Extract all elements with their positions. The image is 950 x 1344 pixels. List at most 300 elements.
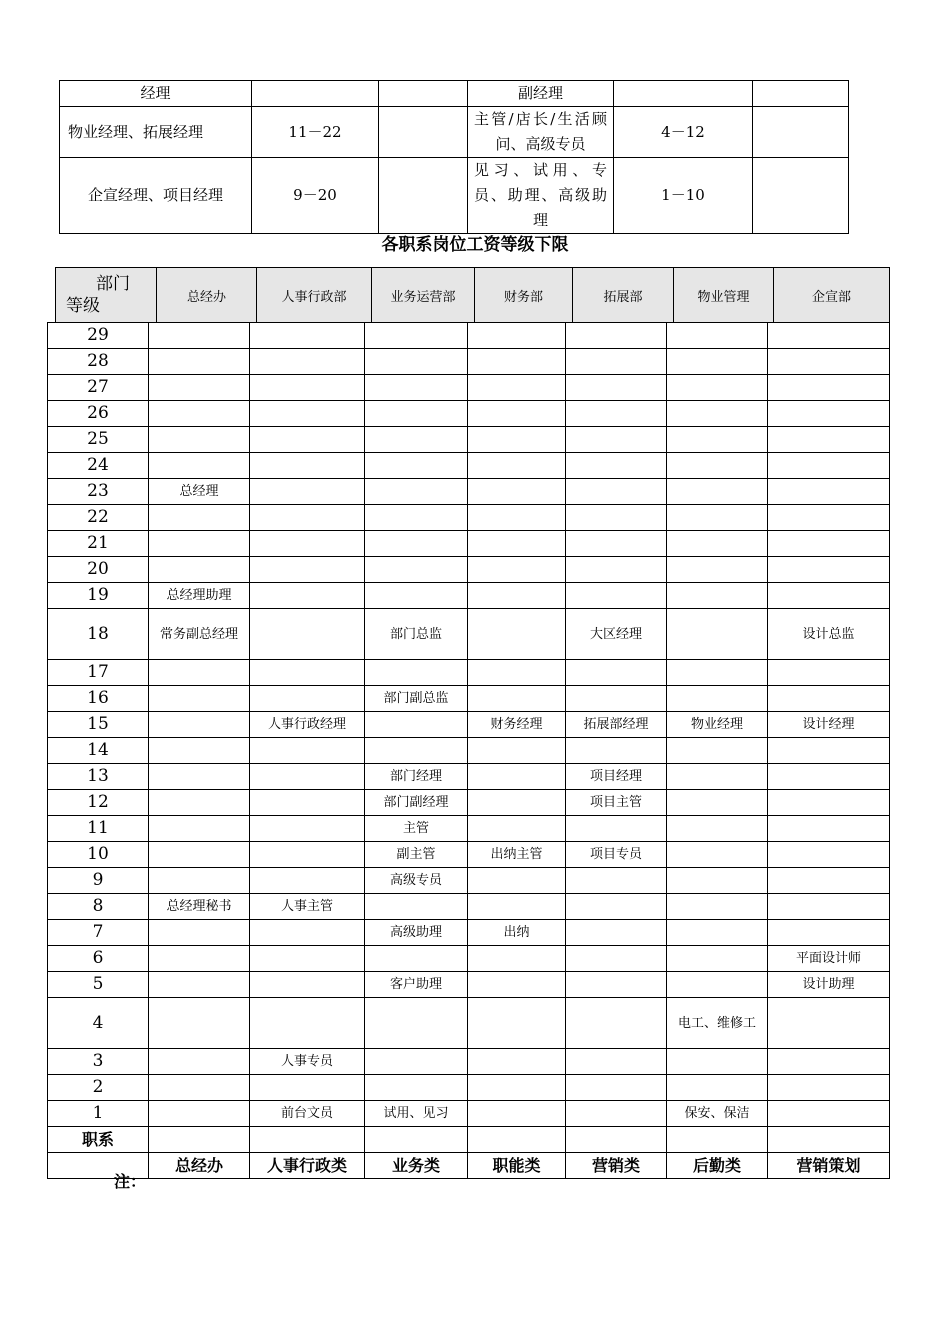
grade-level: 18: [48, 609, 149, 660]
position-cell: [768, 557, 890, 583]
grade-row: [48, 894, 890, 920]
top-cell: 1－10: [614, 158, 753, 234]
position-cell: [566, 323, 667, 349]
grade-row: [48, 583, 890, 609]
position-cell: [149, 738, 250, 764]
department-header: 企宣部: [774, 268, 890, 323]
position-cell: 出纳主管: [468, 842, 566, 868]
position-cell: [768, 505, 890, 531]
empty-cell: [566, 1127, 667, 1153]
position-cell: [149, 427, 250, 453]
position-cell: 人事专员: [250, 1049, 365, 1075]
position-cell: [566, 894, 667, 920]
position-cell: [566, 375, 667, 401]
position-cell: [468, 660, 566, 686]
grade-row: [48, 738, 890, 764]
position-cell: 出纳: [468, 920, 566, 946]
department-header: 物业管理: [674, 268, 774, 323]
position-cell: [667, 505, 768, 531]
position-cell: [468, 868, 566, 894]
position-cell: 部门副总监: [365, 686, 468, 712]
position-cell: 部门经理: [365, 764, 468, 790]
position-cell: [667, 349, 768, 375]
position-cell: [250, 349, 365, 375]
position-cell: [149, 816, 250, 842]
top-cell: 副经理: [468, 81, 614, 107]
position-cell: [149, 349, 250, 375]
position-cell: [250, 609, 365, 660]
position-cell: 部门总监: [365, 609, 468, 660]
position-cell: [250, 531, 365, 557]
grade-row: [48, 1101, 890, 1127]
grade-row: [48, 660, 890, 686]
series-name: 业务类: [365, 1153, 468, 1179]
grade-level: 24: [48, 453, 149, 479]
top-cell: [379, 158, 468, 234]
grade-row: [48, 505, 890, 531]
top-cell: [753, 81, 849, 107]
header-corner: [56, 268, 157, 323]
position-cell: [149, 998, 250, 1049]
position-cell: [250, 453, 365, 479]
position-cell: 人事主管: [250, 894, 365, 920]
series-name: 职能类: [468, 1153, 566, 1179]
grade-row: [48, 920, 890, 946]
position-cell: [468, 686, 566, 712]
position-cell: 部门副经理: [365, 790, 468, 816]
position-cell: [667, 375, 768, 401]
grade-range-table: [59, 80, 849, 234]
position-cell: [667, 401, 768, 427]
position-cell: [768, 660, 890, 686]
position-cell: [365, 323, 468, 349]
grade-level: 3: [48, 1049, 149, 1075]
grade-level: 5: [48, 972, 149, 998]
position-cell: [768, 790, 890, 816]
position-cell: [468, 349, 566, 375]
grade-level: 21: [48, 531, 149, 557]
position-cell: [250, 557, 365, 583]
series-row: [48, 1153, 890, 1179]
grade-level: 10: [48, 842, 149, 868]
department-header-table: [55, 267, 890, 323]
grade-level: 6: [48, 946, 149, 972]
position-cell: [149, 660, 250, 686]
position-cell: [667, 609, 768, 660]
position-cell: [566, 868, 667, 894]
grade-row: [48, 609, 890, 660]
position-cell: [566, 738, 667, 764]
position-cell: [566, 920, 667, 946]
position-cell: [149, 972, 250, 998]
position-cell: 设计助理: [768, 972, 890, 998]
position-cell: [365, 583, 468, 609]
position-cell: [250, 842, 365, 868]
position-cell: [667, 660, 768, 686]
position-cell: [768, 427, 890, 453]
top-cell: 9－20: [252, 158, 379, 234]
grade-level: 25: [48, 427, 149, 453]
position-cell: 项目主管: [566, 790, 667, 816]
department-header: 人事行政部: [257, 268, 372, 323]
empty-cell: [250, 1127, 365, 1153]
position-cell: [365, 401, 468, 427]
position-cell: [566, 557, 667, 583]
position-cell: [566, 816, 667, 842]
series-label: 职系: [48, 1127, 149, 1153]
grade-level: 7: [48, 920, 149, 946]
position-cell: 客户助理: [365, 972, 468, 998]
position-cell: [768, 1049, 890, 1075]
grade-level: 28: [48, 349, 149, 375]
top-cell: 4－12: [614, 107, 753, 158]
position-cell: [149, 1075, 250, 1101]
position-cell: [768, 920, 890, 946]
position-cell: [365, 1075, 468, 1101]
position-cell: [365, 712, 468, 738]
position-cell: [566, 946, 667, 972]
position-cell: [667, 427, 768, 453]
position-cell: [149, 842, 250, 868]
position-cell: [667, 790, 768, 816]
position-cell: [566, 660, 667, 686]
position-cell: [768, 842, 890, 868]
position-cell: [667, 816, 768, 842]
grade-level: 19: [48, 583, 149, 609]
position-cell: [667, 1049, 768, 1075]
position-cell: [149, 375, 250, 401]
grade-row: [48, 427, 890, 453]
grade-row: [48, 479, 890, 505]
series-name: 营销策划: [768, 1153, 890, 1179]
position-cell: [667, 453, 768, 479]
grade-level: 23: [48, 479, 149, 505]
department-header: 拓展部: [573, 268, 674, 323]
grade-row: [48, 531, 890, 557]
department-header: 业务运营部: [372, 268, 475, 323]
position-cell: [250, 920, 365, 946]
grade-level: 13: [48, 764, 149, 790]
position-cell: [667, 583, 768, 609]
grade-row: [48, 842, 890, 868]
position-cell: [365, 894, 468, 920]
top-cell: [614, 81, 753, 107]
position-cell: [149, 531, 250, 557]
note-label: 注：: [114, 1172, 147, 1191]
position-cell: [468, 375, 566, 401]
position-cell: [768, 1101, 890, 1127]
position-cell: [149, 868, 250, 894]
position-cell: [667, 557, 768, 583]
position-cell: [149, 557, 250, 583]
position-cell: [250, 375, 365, 401]
position-cell: [667, 531, 768, 557]
position-cell: 项目经理: [566, 764, 667, 790]
position-cell: [667, 894, 768, 920]
grade-row: [48, 1049, 890, 1075]
position-cell: 主管: [365, 816, 468, 842]
position-cell: [149, 453, 250, 479]
position-cell: [250, 790, 365, 816]
position-cell: 保安、保洁: [667, 1101, 768, 1127]
position-cell: [468, 894, 566, 920]
position-cell: [468, 583, 566, 609]
position-cell: 拓展部经理: [566, 712, 667, 738]
position-cell: [566, 401, 667, 427]
top-cell: [379, 107, 468, 158]
position-cell: [566, 531, 667, 557]
position-cell: 高级专员: [365, 868, 468, 894]
position-cell: [566, 1101, 667, 1127]
position-cell: [365, 375, 468, 401]
grade-level: 14: [48, 738, 149, 764]
position-cell: [468, 323, 566, 349]
position-cell: [149, 401, 250, 427]
position-cell: 电工、维修工: [667, 998, 768, 1049]
grade-row: [48, 375, 890, 401]
position-cell: 财务经理: [468, 712, 566, 738]
position-cell: [667, 842, 768, 868]
grade-level: 26: [48, 401, 149, 427]
position-cell: 平面设计师: [768, 946, 890, 972]
series-name: 营销类: [566, 1153, 667, 1179]
position-cell: [149, 790, 250, 816]
department-header: 财务部: [475, 268, 573, 323]
position-cell: [667, 479, 768, 505]
position-cell: [768, 531, 890, 557]
department-header: 总经办: [157, 268, 257, 323]
position-cell: [768, 453, 890, 479]
grade-level: 29: [48, 323, 149, 349]
position-cell: [365, 505, 468, 531]
position-cell: [468, 1075, 566, 1101]
position-cell: [250, 764, 365, 790]
empty-cell: [365, 1127, 468, 1153]
grade-row: [48, 349, 890, 375]
position-cell: [566, 972, 667, 998]
top-cell: 经理: [60, 81, 252, 107]
position-cell: [250, 946, 365, 972]
top-cell: [753, 158, 849, 234]
position-cell: [365, 660, 468, 686]
grade-row: [48, 323, 890, 349]
grade-level: 2: [48, 1075, 149, 1101]
top-cell: [753, 107, 849, 158]
corner-level-label: 等级: [66, 296, 100, 316]
position-cell: [468, 557, 566, 583]
position-cell: [149, 1049, 250, 1075]
grade-row: [48, 401, 890, 427]
position-cell: [468, 946, 566, 972]
top-cell: [379, 81, 468, 107]
top-cell: [252, 81, 379, 107]
grade-level: 15: [48, 712, 149, 738]
position-cell: 前台文员: [250, 1101, 365, 1127]
position-cell: [365, 1049, 468, 1075]
grade-level: 8: [48, 894, 149, 920]
salary-grade-table: [47, 322, 890, 1179]
position-cell: [566, 453, 667, 479]
position-cell: [566, 505, 667, 531]
position-cell: [149, 505, 250, 531]
position-cell: [149, 764, 250, 790]
position-cell: [250, 427, 365, 453]
grade-level: 11: [48, 816, 149, 842]
position-cell: [365, 946, 468, 972]
position-cell: [566, 583, 667, 609]
position-cell: [468, 816, 566, 842]
position-cell: 高级助理: [365, 920, 468, 946]
corner-department-label: 部门: [96, 274, 130, 294]
position-cell: [768, 998, 890, 1049]
grade-row: [48, 1075, 890, 1101]
position-cell: [667, 972, 768, 998]
empty-cell: [468, 1127, 566, 1153]
position-cell: 物业经理: [667, 712, 768, 738]
position-cell: [468, 609, 566, 660]
position-cell: [667, 323, 768, 349]
position-cell: [149, 920, 250, 946]
position-cell: [768, 1075, 890, 1101]
position-cell: [566, 1049, 667, 1075]
grade-row: [48, 686, 890, 712]
position-cell: [149, 323, 250, 349]
position-cell: [768, 583, 890, 609]
grade-level: 27: [48, 375, 149, 401]
position-cell: [250, 323, 365, 349]
position-cell: [365, 557, 468, 583]
grade-row: [48, 998, 890, 1049]
position-cell: [250, 868, 365, 894]
top-cell: 物业经理、拓展经理: [60, 107, 252, 158]
position-cell: [250, 1075, 365, 1101]
series-name: 总经办: [149, 1153, 250, 1179]
document-title: 各职系岗位工资等级下限: [381, 235, 569, 255]
position-cell: [667, 764, 768, 790]
grade-level: 20: [48, 557, 149, 583]
position-cell: [566, 427, 667, 453]
position-cell: 常务副总经理: [149, 609, 250, 660]
grade-row: [48, 764, 890, 790]
position-cell: [250, 583, 365, 609]
position-cell: [468, 505, 566, 531]
grade-row: [48, 972, 890, 998]
top-cell: 见习、试用、专员、助理、高级助理: [468, 158, 614, 234]
position-cell: [468, 427, 566, 453]
position-cell: 大区经理: [566, 609, 667, 660]
position-cell: [468, 972, 566, 998]
position-cell: [468, 479, 566, 505]
position-cell: [566, 686, 667, 712]
empty-cell: [667, 1127, 768, 1153]
position-cell: [149, 686, 250, 712]
position-cell: [768, 868, 890, 894]
grade-row: [48, 790, 890, 816]
empty-cell: [768, 1127, 890, 1153]
grade-level: 9: [48, 868, 149, 894]
position-cell: [768, 816, 890, 842]
position-cell: [468, 531, 566, 557]
position-cell: [250, 505, 365, 531]
position-cell: [667, 1075, 768, 1101]
position-cell: [768, 375, 890, 401]
grade-level: 4: [48, 998, 149, 1049]
position-cell: [365, 479, 468, 505]
position-cell: 试用、见习: [365, 1101, 468, 1127]
position-cell: [566, 479, 667, 505]
grade-row: [48, 557, 890, 583]
position-cell: [250, 998, 365, 1049]
position-cell: [468, 764, 566, 790]
position-cell: [149, 946, 250, 972]
grade-level: 17: [48, 660, 149, 686]
position-cell: [667, 920, 768, 946]
grade-row: [48, 453, 890, 479]
position-cell: [468, 453, 566, 479]
series-name: 后勤类: [667, 1153, 768, 1179]
position-cell: [149, 1101, 250, 1127]
position-cell: [566, 1075, 667, 1101]
position-cell: [468, 1101, 566, 1127]
position-cell: [768, 479, 890, 505]
position-cell: 总经理助理: [149, 583, 250, 609]
position-cell: [250, 972, 365, 998]
position-cell: [768, 738, 890, 764]
position-cell: 人事行政经理: [250, 712, 365, 738]
position-cell: [250, 479, 365, 505]
position-cell: [768, 323, 890, 349]
position-cell: [250, 401, 365, 427]
position-cell: [667, 686, 768, 712]
position-cell: [468, 998, 566, 1049]
position-cell: [667, 946, 768, 972]
position-cell: [768, 764, 890, 790]
position-cell: [250, 660, 365, 686]
position-cell: [149, 712, 250, 738]
position-cell: [667, 868, 768, 894]
position-cell: 设计经理: [768, 712, 890, 738]
position-cell: 副主管: [365, 842, 468, 868]
empty-cell: [149, 1127, 250, 1153]
grade-level: 1: [48, 1101, 149, 1127]
position-cell: [768, 349, 890, 375]
position-cell: 总经理秘书: [149, 894, 250, 920]
position-cell: [667, 738, 768, 764]
top-cell: 主管/店长/生活顾问、高级专员: [468, 107, 614, 158]
grade-row: [48, 712, 890, 738]
grade-level: 16: [48, 686, 149, 712]
grade-row: [48, 816, 890, 842]
series-label-row: [48, 1127, 890, 1153]
position-cell: [365, 531, 468, 557]
grade-row: [48, 946, 890, 972]
position-cell: [468, 738, 566, 764]
grade-row: [48, 868, 890, 894]
position-cell: [768, 894, 890, 920]
top-cell: 11－22: [252, 107, 379, 158]
position-cell: [566, 998, 667, 1049]
position-cell: [468, 401, 566, 427]
position-cell: [365, 453, 468, 479]
position-cell: [250, 738, 365, 764]
position-cell: [250, 686, 365, 712]
grade-level: 22: [48, 505, 149, 531]
position-cell: [768, 686, 890, 712]
position-cell: [250, 816, 365, 842]
position-cell: 设计总监: [768, 609, 890, 660]
position-cell: 项目专员: [566, 842, 667, 868]
position-cell: [768, 401, 890, 427]
